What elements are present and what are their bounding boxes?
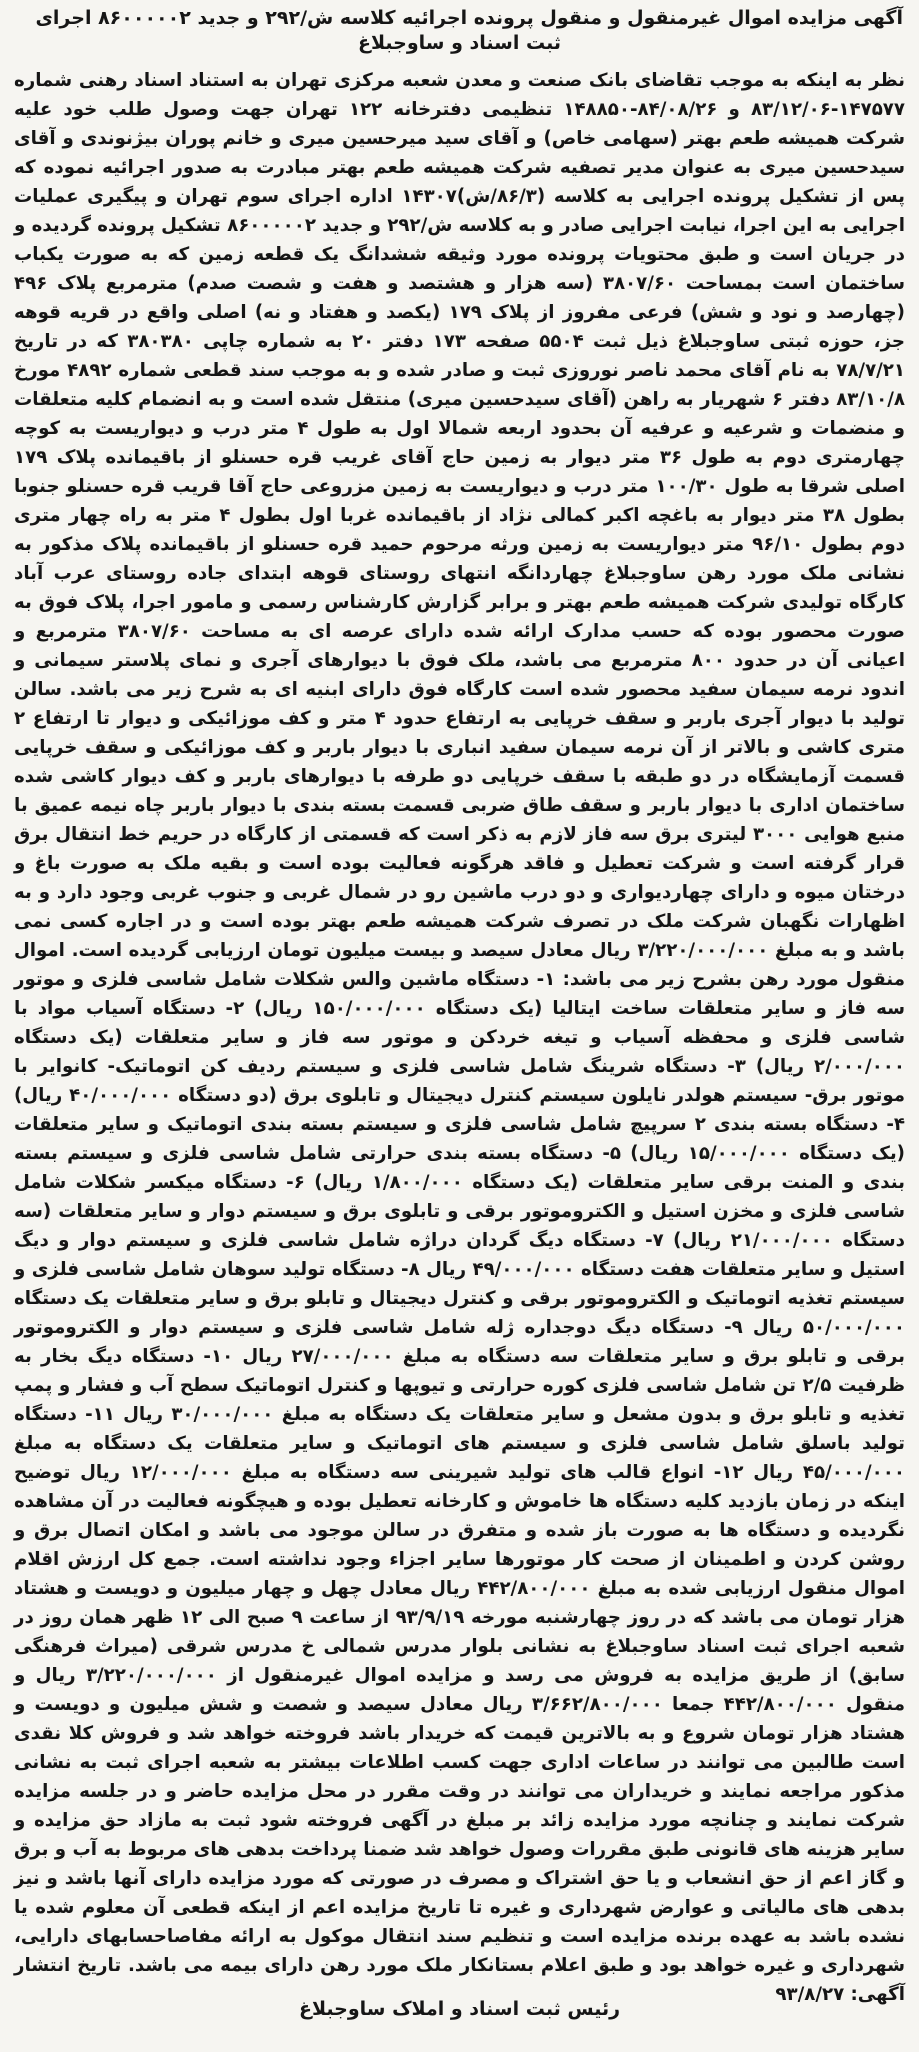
notice-body: نظر به اینکه به موجب تقاضای بانک صنعت و معدن شعبه مرکزی تهران به استناد اسناد رهنی شماره ۱۴۷۵۷۷-۸۳/۱۲/۰۶ و ۸۴/۰۸/۲۶-۱۴۸۸۵۰ تنظیمی دفترخانه ۱۲۲ تهران جهت وصول طلب خود علیه شرکت همیشه طعم بهتر (سهامی خاص) و آقای سید میرحسین میری و خانم پوران بیژنوندی و آقای سیدحسین میری به عنوان مدیر تصفیه شرکت همیشه طعم بهتر مبادرت به صدور اجرائیه نموده که پس از تشکیل پرونده اجرایی به کلاسه (۸۶/۳/ش)۱۴۳۰۷ اداره اجرای سوم تهران و پیگیری عملیات اجرایی به این اجرا، نیابت اجرایی صادر و به کلاسه ش/۲۹۲ و جدید ۸۶۰۰۰۰۰۲ تشکیل پرونده گردیده و در جریان است و طبق محتویات پرونده مورد وثیقه ششدانگ یک قطعه زمین که به صورت یکباب ساختمان است بمساحت ۳۸۰۷/۶۰ (سه هزار و هشتصد و هفت و شصت صدم) مترمربع پلاک ۴۹۶ (چهارصد و نود و شش) فرعی مفروز از پلاک ۱۷۹ (یکصد و هفتاد و نه) اصلی واقع در قریه قوهه جز، حوزه ثبتی ساوجبلاغ ذیل ثبت ۵۵۰۴ صفحه ۱۷۳ دفتر ۲۰ به شماره چاپی ۳۸۰۳۸۰ که در تاریخ ۷۸/۷/۲۱ به نام آقای محمد ناصر نوروزی ثبت و صادر شده و به موجب سند قطعی شماره ۴۸۹۲ مورخ ۸۳/۱۰/۸ دفتر ۶ شهریار به راهن (آقای سیدحسین میری) منتقل شده است و به انضمام کلیه متعلقات و منضمات و شرعیه و عرفیه آن بحدود اربعه شمالا اول به طول ۴ متر درب و دیواریست به کوچه چهارمتری دوم به طول ۳۶ متر دیوار به زمین حاج آقای غریب قره حسنلو از باقیمانده پلاک ۱۷۹ اصلی شرقا به طول ۱۰۰/۳۰ متر درب و دیواریست به زمین مزروعی حاج آقا قریب قره حسنلو جنوبا بطول ۳۸ متر دیوار به باغچه اکبر کمالی نژاد از باقیمانده غربا اول بطول ۴ متر به راه چهار متری دوم بطول ۹۶/۱۰ متر دیواریست به زمین ورثه مرحوم حمید قره حسنلو از باقیمانده پلاک مذکور به نشانی ملک مورد رهن ساوجبلاغ چهاردانگه انتهای روستای قوهه ابتدای جاده روستای عرب آباد کارگاه تولیدی شرکت همیشه طعم بهتر و برابر گزارش کارشناس رسمی و مامور اجرا، پلاک فوق به صورت محصور بوده که حسب مدارک ارائه شده دارای عرصه ای به مساحت ۳۸۰۷/۶۰ مترمربع و اعیانی آن در حدود ۸۰۰ مترمربع می باشد، ملک فوق با دیوارهای آجری و نمای پلاستر سیمانی و اندود نرمه سیمان سفید محصور شده است کارگاه فوق دارای ابنیه ای به شرح زیر می باشد. سالن تولید با دیوار آجری باربر و سقف خرپایی به ارتفاع حدود ۴ متر و کف موزائیکی و دیوار تا ارتفاع ۲ متری کاشی و بالاتر از آن نرمه سیمان سفید انباری با دیوار باربر و کف موزائیکی و سقف خرپایی قسمت آزمایشگاه در دو طبقه با سقف خرپایی دو طرفه با دیوارهای باربر و کف دیوار کاشی شده ساختمان اداری با دیوار باربر و سقف طاق ضربی قسمت بسته بندی با دیوار باربر چاه نیمه عمیق با منبع هوایی ۳۰۰۰ لیتری برق سه فاز لازم به ذکر است که قسمتی از کارگاه در حریم خط انتقال برق قرار گرفته است و شرکت تعطیل و فاقد هرگونه فعالیت بوده است و بقیه ملک به صورت باغ و درختان میوه و دارای چهاردیواری و دو درب ماشین رو در شمال غربی و جنوب غربی وجود دارد و به اظهارات نگهبان شرکت ملک در تصرف شرکت همیشه طعم بهتر بوده است و در اجاره کسی نمی باشد و به مبلغ ۳/۲۲۰/۰۰۰/۰۰۰ ریال معادل سیصد و بیست میلیون تومان ارزیابی گردیده است. اموال منقول مورد رهن بشرح زیر می باشد: ۱- دستگاه ماشین والس شکلات شامل شاسی فلزی و موتور سه فاز و سایر متعلقات ساخت ایتالیا (یک دستگاه ۱۵۰/۰۰۰/۰۰۰ ریال) ۲- دستگاه آسیاب مواد با شاسی فلزی و محفظه آسیاب و تیغه خردکن و موتور سه فاز و سایر متعلقات (یک دستگاه ۲/۰۰۰/۰۰۰ ریال) ۳- دستگاه شرینگ شامل شاسی فلزی و سیستم ردیف کن اتوماتیک- کانوایر با موتور برق- سیستم هولدر نایلون سیستم کنترل دیجیتال و تابلوی برق (دو دستگاه ۴۰/۰۰۰/۰۰۰ ریال) ۴- دستگاه بسته بندی ۲ سرپیچ شامل شاسی فلزی و سیستم بسته بندی اتوماتیک و سایر متعلقات (یک دستگاه ۱۵/۰۰۰/۰۰۰ ریال) ۵- دستگاه بسته بندی حرارتی شامل شاسی فلزی و سیستم بسته بندی و المنت برقی سایر متعلقات (یک دستگاه ۱/۸۰۰/۰۰۰ ریال) ۶- دستگاه میکسر شکلات شامل شاسی فلزی و مخزن استیل و الکتروموتور برقی و تابلوی برق و سیستم دوار و سایر متعلقات (سه دستگاه ۲۱/۰۰۰/۰۰۰ ریال) ۷- دستگاه دیگ گردان دراژه شامل شاسی فلزی و سیستم دوار و دیگ استیل و سایر متعلقات هفت دستگاه ۴۹/۰۰۰/۰۰۰ ریال ۸- دستگاه تولید سوهان شامل شاسی فلزی و سیستم تغذیه اتوماتیک و الکتروموتور برقی و کنترل دیجیتال و تابلو برق و سایر متعلقات یک دستگاه ۵۰/۰۰۰/۰۰۰ ریال ۹- دستگاه دیگ دوجداره ژله شامل شاسی فلزی و سیستم دوار و الکتروموتور برقی و تابلو برق و سایر متعلقات سه دستگاه به مبلغ ۲۷/۰۰۰/۰۰۰ ریال ۱۰- دستگاه دیگ بخار به ظرفیت ۲/۵ تن شامل شاسی فلزی کوره حرارتی و تیوپها و کنترل اتوماتیک سطح آب و فشار و پمپ تغذیه و تابلو برق و بدون مشعل و سایر متعلقات یک دستگاه به مبلغ ۳۰/۰۰۰/۰۰۰ ریال ۱۱- دستگاه تولید باسلق شامل شاسی فلزی و سیستم های اتوماتیک و سایر متعلقات یک دستگاه به مبلغ ۴۵/۰۰۰/۰۰۰ ریال ۱۲- انواع قالب های تولید شیرینی سه دستگاه به مبلغ ۱۲/۰۰۰/۰۰۰ ریال توضیح اینکه در زمان بازدید کلیه دستگاه ها خاموش و کارخانه تعطیل بوده و هیچگونه فعالیت در آن مشاهده نگردیده و دستگاه ها به صورت باز شده و متفرق در سالن موجود می باشد و امکان اتصال برق و روشن کردن و اطمینان از صحت کار موتورها سایر اجزاء وجود نداشته است. جمع کل ارزش اقلام اموال منقول ارزیابی شده به مبلغ ۴۴۲/۸۰۰/۰۰۰ ریال معادل چهل و چهار میلیون و دویست و هشتاد هزار تومان می باشد که در روز چهارشنبه مورخه ۹۳/۹/۱۹ از ساعت ۹ صبح الی ۱۲ ظهر همان روز در شعبه اجرای ثبت اسناد ساوجبلاغ به نشانی بلوار مدرس شمالی خ مدرس شرقی (میراث فرهنگی سابق) از طریق مزایده به فروش می رسد و مزایده اموال غیرمنقول از ۳/۲۲۰/۰۰۰/۰۰۰ ریال و منقول ۴۴۲/۸۰۰/۰۰۰ جمعا ۳/۶۶۲/۸۰۰/۰۰۰ ریال معادل سیصد و شصت و شش میلیون و دویست و هشتاد هزار تومان شروع و به بالاترین قیمت که خریدار باشد فروخته خواهد شد و فروش کلا نقدی است طالبین می توانند در ساعات اداری جهت کسب اطلاعات بیشتر به شعبه اجرای ثبت به نشانی مذکور مراجعه نمایند و خریداران می توانند در وقت مقرر در محل مزایده حاضر و در جلسه مزایده شرکت نمایند و چنانچه مورد مزایده زائد بر مبلغ در آگهی فروخته شود ثبت به مازاد حق مزایده و سایر هزینه های قانونی طبق مقررات وصول خواهد شد ضمنا پرداخت بدهی های مربوط به آب و برق و گاز اعم از حق انشعاب و یا حق اشتراک و مصرف در صورتی که مورد مزایده دارای آنها باشد و نیز بدهی های مالیاتی و عوارض شهرداری و غیره تا تاریخ مزایده اعم از اینکه قطعی آن معلوم شده یا نشده باشد به عهده برنده مزایده است و تنظیم سند انتقال موکول به ارائه مفاصاحسابهای دارایی، شهرداری و غیره خواهد بود و طبق اعلام بستانکار ملک مورد رهن دارای بیمه می باشد. تاریخ انتشار آگهی: ۹۳/۸/۲۷ <box>14 70 906 2005</box>
notice-title: آگهی مزایده اموال غیرمنقول و منقول پرونده اجرائیه کلاسه ش/۲۹۲ و جدید ۸۶۰۰۰۰۰۲ اجرای ثبت اسناد و ساوجبلاغ <box>35 7 903 54</box>
notice-signature: رئیس ثبت اسناد و املاک ساوجبلاغ <box>298 1998 621 2020</box>
